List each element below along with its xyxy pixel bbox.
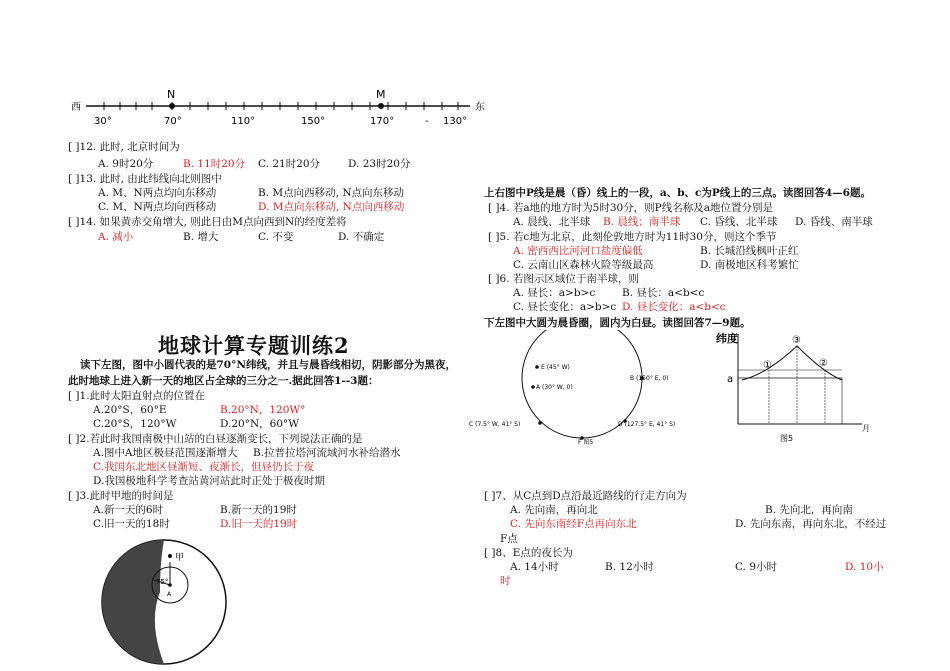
fig5-point-2: ② (819, 358, 828, 369)
q7-option-d: D. 先向东南，再向东北，不经过 (735, 518, 887, 530)
terminator-circle-diagram (462, 330, 692, 445)
tick-label-170: 170° (370, 116, 395, 127)
fig5-ylabel: 纬度 (716, 332, 738, 345)
scale-east-label: 东 (475, 102, 485, 113)
jia-point (168, 554, 172, 558)
question-4-stem: [ ]4. 若a地的地方时为5时30分，则P线名称及a地位置分别是 (488, 202, 774, 214)
q3-option-d: D.旧一天的19时 (220, 518, 298, 530)
q7-option-b: B. 先向北，再向南 (765, 504, 853, 516)
q14-option-a: A. 减小 (98, 231, 134, 243)
q12-option-d: D. 23时20分 (348, 158, 411, 170)
night-shading (102, 540, 164, 664)
point-e (535, 365, 539, 369)
tick-label-150: 150° (301, 116, 326, 127)
q2-option-b: B.拉普拉塔河流域河水补给潜水 (253, 447, 401, 459)
scale-west-label: 西 (71, 102, 81, 113)
fig5-point-3: ③ (792, 335, 801, 346)
question-13-stem: [ ]13. 此时, 由此纬线向北则图中 (68, 173, 222, 185)
longitude-scale-diagram (68, 86, 488, 131)
q13-option-a: A. M、N两点均向东移动 (98, 187, 217, 199)
q4-option-a: A. 晨线、北半球 (513, 216, 591, 228)
tick-label-130: 130° (443, 116, 468, 127)
q8-option-b: B. 12小时 (605, 561, 654, 573)
q14-option-d: D. 不确定 (338, 231, 385, 243)
question-1-stem: [ ]1.此时太阳直射点的位置在 (68, 390, 206, 402)
label-d: D (127.5° E, 41° S) (618, 421, 676, 428)
q12-option-b: B. 11时20分 (183, 158, 246, 170)
q5-option-d: D. 南极地区科考繁忙 (700, 259, 799, 271)
q2-option-c: C.我国东北地区昼渐短、夜渐长，但昼仍长于夜 (93, 461, 314, 473)
point-m-marker (378, 103, 384, 109)
point-c (538, 421, 542, 425)
q7-option-a: A. 先向南，再向北 (510, 504, 598, 516)
q5-option-c: C. 云南山区森林火险等级最高 (513, 259, 654, 271)
q1-option-c: C.20°S，120°W (93, 418, 177, 430)
q8-option-d: D. 10小 (845, 561, 884, 573)
q3-option-a: A.新一天的6时 (93, 504, 164, 516)
q14-option-c: C. 不变 (258, 231, 294, 243)
q1-option-d: D.20°N，60°W (220, 418, 300, 430)
point-a (531, 385, 535, 389)
q3-option-c: C.旧一天的18时 (93, 518, 170, 530)
tick-label-30: 30° (94, 116, 112, 127)
q2-option-a: A.图中A地区极昼范围逐渐增大 (93, 447, 238, 459)
q13-option-d: D. M点向东移动, N点向西移动 (258, 201, 405, 213)
fig5-caption: 图5 (780, 434, 794, 443)
question-12-stem: [ ]12. 此时, 北京时间为 (68, 141, 180, 153)
q14-option-b: B. 增大 (183, 231, 219, 243)
polar-view-diagram (98, 532, 228, 671)
intro-line-2: 此时地球上进入新一天的地区占全球的三分之一.据此回答1--3题： (68, 375, 379, 387)
question-14-stem: [ ]14. 如果黄赤交角增大, 则此日由M点向西到N的经度差将 (68, 216, 347, 228)
point-n-label: N (167, 88, 176, 101)
label-b: B (150° E, 0) (630, 375, 669, 382)
q4-option-b: B. 晨线；南半球 (603, 216, 681, 228)
figure-5-chart (712, 328, 892, 446)
q6-option-c: C. 昼长变化：a>b>c (513, 301, 617, 313)
point-m-label: M (376, 88, 386, 101)
q6-option-d: D. 昼长变化：a<b<c (622, 301, 726, 313)
question-5-stem: [ ]5. 若c地为北京，此刻伦敦地方时为11时30分，则这个季节 (488, 231, 777, 243)
right-intro-2: 下左图中大圆为晨昏圈，圆内为白昼。读图回答7—9题。 (484, 317, 751, 329)
q8-option-c: C. 9小时 (735, 561, 778, 573)
label-a: A (30° W, 0) (536, 384, 573, 391)
q6-option-a: A. 昼长：a>b>c (513, 287, 596, 299)
tick-label-dash: - (425, 116, 429, 127)
point-n-marker (169, 103, 175, 109)
q13-option-b: B. M点向西移动, N点向东移动 (258, 187, 405, 199)
q8-option-d-continued: 时 (500, 575, 511, 587)
q7-option-c: C. 先向东南经F点再向东北 (510, 518, 637, 530)
q6-option-b: B. 昼长：a<b<c (622, 287, 705, 299)
question-7-stem: [ ]7、从C点到D点沿最近路线的行走方向为 (484, 490, 687, 502)
q7-option-d-continued: F点 (500, 533, 518, 545)
q2-option-d: D.我国极地科学考查站黄河站此时正处于极夜时期 (93, 475, 325, 487)
point-a-label: A (167, 591, 172, 598)
angle-label: 75° (156, 578, 169, 586)
fig5-point-1: ① (763, 360, 772, 371)
tick-label-110: 110° (231, 116, 256, 127)
jia-label: 甲 (175, 553, 185, 563)
q1-option-a: A.20°S，60°E (93, 404, 167, 416)
tick-label-70: 70° (164, 116, 182, 127)
q4-option-c: C. 昏线、北半球 (700, 216, 778, 228)
question-3-stem: [ ]3.此时甲地的时间是 (68, 490, 174, 502)
right-intro-1: 上右图中P线是晨（昏）线上的一段，a、b、c为P线上的三点。读图回答4—6题。 (484, 187, 871, 199)
q12-option-c: C. 21时20分 (258, 158, 321, 170)
q3-option-b: B.新一天的19时 (220, 504, 297, 516)
q8-option-a: A. 14小时 (510, 561, 559, 573)
label-e: E (45° W) (541, 364, 570, 371)
q5-option-a: A. 密西西比河河口盐度偏低 (513, 245, 643, 257)
q5-option-b: B. 长城沿线枫叶正红 (700, 245, 799, 257)
q12-option-a: A. 9时20分 (98, 158, 154, 170)
q4-option-d: D. 昏线、南半球 (795, 216, 873, 228)
label-c: C (7.5° W, 41° S) (469, 421, 521, 428)
question-8-stem: [ ]8、E点的夜长为 (484, 547, 573, 559)
label-f: F 图5 (578, 439, 594, 445)
fig5-a-label: a (727, 374, 734, 385)
question-6-stem: [ ]6. 若图示区域位于南半球，则 (488, 273, 639, 285)
fig5-xlabel: 月 (862, 424, 870, 433)
pole-point (168, 583, 172, 587)
q1-option-b: B.20°N，120W° (220, 404, 306, 416)
q13-option-c: C. M、N两点均向西移动 (98, 201, 217, 213)
question-2-stem: [ ]2.若此时我国南极中山站的白昼逐渐变长，下列说法正确的是 (68, 433, 363, 445)
intro-line-1: 读下左图，图中小圆代表的是70°N纬线，并且与晨昏线相切，阴影部分为黑夜， (80, 359, 456, 371)
page-title: 地球计算专题训练2 (158, 333, 350, 358)
